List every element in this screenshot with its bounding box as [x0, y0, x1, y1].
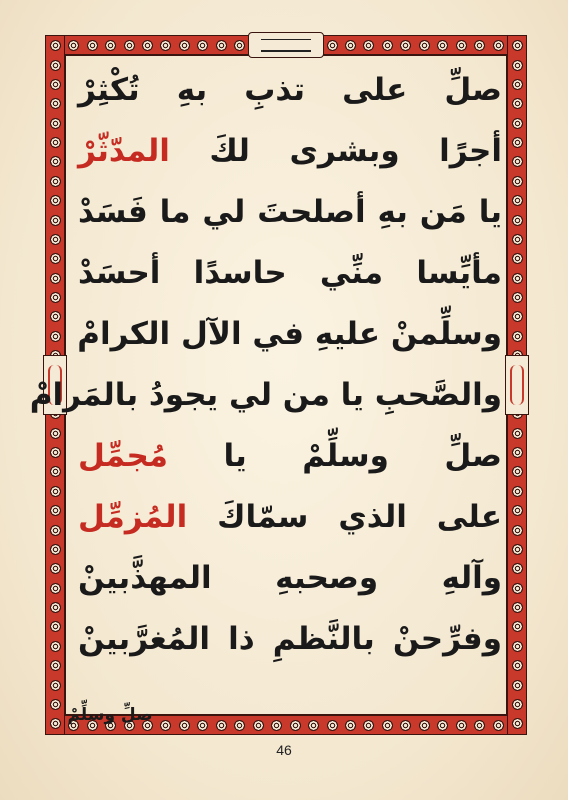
- rosette-icon: [512, 525, 523, 536]
- rosette-icon: [512, 79, 523, 90]
- rosette-icon: [474, 720, 485, 731]
- rosette-icon: [50, 486, 61, 497]
- rosette-icon: [327, 720, 338, 731]
- rosette-icon: [456, 40, 467, 51]
- rosette-icon: [512, 331, 523, 342]
- rosette-icon: [50, 660, 61, 671]
- rosette-icon: [363, 720, 374, 731]
- rosette-icon: [512, 544, 523, 555]
- rosette-icon: [512, 176, 523, 187]
- rosette-icon: [50, 137, 61, 148]
- rosette-icon: [512, 273, 523, 284]
- rosette-icon: [216, 720, 227, 731]
- rosette-icon: [50, 195, 61, 206]
- verse-line: [29, 365, 502, 426]
- verse-text: يا مَن بهِ أصلحتَ لي ما فَسَدْ: [78, 194, 502, 230]
- rosette-icon: [512, 505, 523, 516]
- rosette-icon: [437, 40, 448, 51]
- rosette-icon: [50, 98, 61, 109]
- rosette-icon: [50, 331, 61, 342]
- verse-line: [78, 304, 502, 365]
- rosette-icon: [512, 156, 523, 167]
- rosette-icon: [87, 40, 98, 51]
- rosette-icon: [512, 137, 523, 148]
- rosette-icon: [50, 699, 61, 710]
- rosette-icon: [160, 720, 171, 731]
- rosette-icon: [50, 466, 61, 477]
- verse-line: [78, 548, 502, 609]
- rosette-icon: [493, 40, 504, 51]
- rosette-icon: [50, 273, 61, 284]
- verse-text: وآلهِ وصحبهِ المهذَّبينْ: [78, 560, 502, 596]
- rosette-icon: [197, 720, 208, 731]
- rosette-icon: [50, 60, 61, 71]
- rosette-icon: [50, 40, 61, 51]
- rosette-icon: [512, 215, 523, 226]
- rosette-icon: [512, 466, 523, 477]
- rosette-icon: [512, 447, 523, 458]
- rosette-icon: [512, 311, 523, 322]
- top-cartouche-icon: [248, 32, 324, 58]
- rosette-icon: [512, 486, 523, 497]
- rosette-icon: [512, 583, 523, 594]
- rosette-icon: [419, 720, 430, 731]
- verse-block: [29, 60, 502, 670]
- rosette-icon: [234, 720, 245, 731]
- rosette-icon: [50, 215, 61, 226]
- rosette-icon: [512, 621, 523, 632]
- verse-line: [78, 243, 502, 304]
- verse-text: والصَّحبِ يا من لي يجودُ بالمَرامْ: [29, 377, 502, 413]
- rosette-icon: [512, 292, 523, 303]
- rosette-icon: [50, 156, 61, 167]
- right-ornament-icon: [505, 355, 529, 415]
- rosette-icon: [50, 428, 61, 439]
- rosette-icon: [50, 311, 61, 322]
- rosette-icon: [50, 621, 61, 632]
- rosette-icon: [50, 176, 61, 187]
- rosette-icon: [105, 40, 116, 51]
- page-number: 46: [276, 742, 292, 758]
- rosette-icon: [68, 40, 79, 51]
- verse-line: [78, 487, 502, 548]
- verse-line: [78, 609, 502, 670]
- rosette-icon: [512, 195, 523, 206]
- verse-line: [78, 182, 502, 243]
- rosette-icon: [50, 680, 61, 691]
- rosette-icon: [124, 40, 135, 51]
- rosette-icon: [512, 699, 523, 710]
- rosette-icon: [493, 720, 504, 731]
- rosette-icon: [179, 40, 190, 51]
- verse-line: [78, 121, 502, 182]
- verse-line: [78, 60, 502, 121]
- verse-highlight: المدّثّرْ: [78, 133, 170, 169]
- rosette-icon: [50, 118, 61, 129]
- rosette-icon: [50, 253, 61, 264]
- rosette-icon: [271, 720, 282, 731]
- verse-text: صلِّ وسلِّمْ يا: [168, 438, 502, 474]
- rosette-icon: [50, 563, 61, 574]
- rosette-icon: [253, 720, 264, 731]
- rosette-icon: [419, 40, 430, 51]
- rosette-icon: [474, 40, 485, 51]
- rosette-icon: [50, 641, 61, 652]
- rosette-icon: [50, 234, 61, 245]
- verse-highlight: المُزمِّل: [78, 499, 188, 535]
- rosette-icon: [512, 98, 523, 109]
- rosette-icon: [142, 40, 153, 51]
- verse-text: مأيِّسا منِّي حاسدًا أحسَدْ: [78, 255, 502, 291]
- rosette-icon: [234, 40, 245, 51]
- rosette-icon: [50, 79, 61, 90]
- rosette-icon: [216, 40, 227, 51]
- rosette-icon: [345, 720, 356, 731]
- rosette-icon: [512, 60, 523, 71]
- verse-line: [78, 426, 502, 487]
- rosette-icon: [179, 720, 190, 731]
- rosette-icon: [512, 118, 523, 129]
- rosette-icon: [400, 40, 411, 51]
- rosette-icon: [382, 40, 393, 51]
- rosette-icon: [437, 720, 448, 731]
- rosette-icon: [512, 602, 523, 613]
- rosette-icon: [512, 718, 523, 729]
- rosette-icon: [456, 720, 467, 731]
- verse-text: على الذي سمّاكَ: [187, 499, 502, 535]
- verse-text: صلِّ على تذبِ بهِ تُكْثِرْ: [78, 72, 502, 108]
- rosette-icon: [345, 40, 356, 51]
- rosette-icon: [327, 40, 338, 51]
- rosette-icon: [50, 525, 61, 536]
- rosette-icon: [308, 720, 319, 731]
- rosette-icon: [512, 40, 523, 51]
- verse-highlight: مُجمِّل: [78, 438, 168, 474]
- rosette-icon: [400, 720, 411, 731]
- rosette-icon: [512, 641, 523, 652]
- rosette-icon: [512, 234, 523, 245]
- rosette-icon: [197, 40, 208, 51]
- rosette-icon: [50, 505, 61, 516]
- rosette-icon: [50, 718, 61, 729]
- rosette-icon: [290, 720, 301, 731]
- rosette-icon: [512, 428, 523, 439]
- rosette-icon: [512, 680, 523, 691]
- rosette-icon: [50, 583, 61, 594]
- rosette-icon: [50, 602, 61, 613]
- refrain-text: صلِّ وسلِّمْ: [67, 705, 153, 725]
- rosette-icon: [160, 40, 171, 51]
- rosette-icon: [363, 40, 374, 51]
- rosette-icon: [512, 253, 523, 264]
- rosette-icon: [382, 720, 393, 731]
- rosette-icon: [50, 544, 61, 555]
- verse-text: وفرِّحنْ بالنَّظمِ ذا المُغرَّبينْ: [78, 621, 502, 657]
- rosette-icon: [50, 292, 61, 303]
- verse-text: أجرًا وبشرى لكَ: [169, 133, 502, 169]
- rosette-icon: [50, 447, 61, 458]
- rosette-icon: [512, 563, 523, 574]
- verse-text: وسلِّمنْ عليهِ في الآل الكرامْ: [77, 316, 502, 352]
- rosette-icon: [512, 660, 523, 671]
